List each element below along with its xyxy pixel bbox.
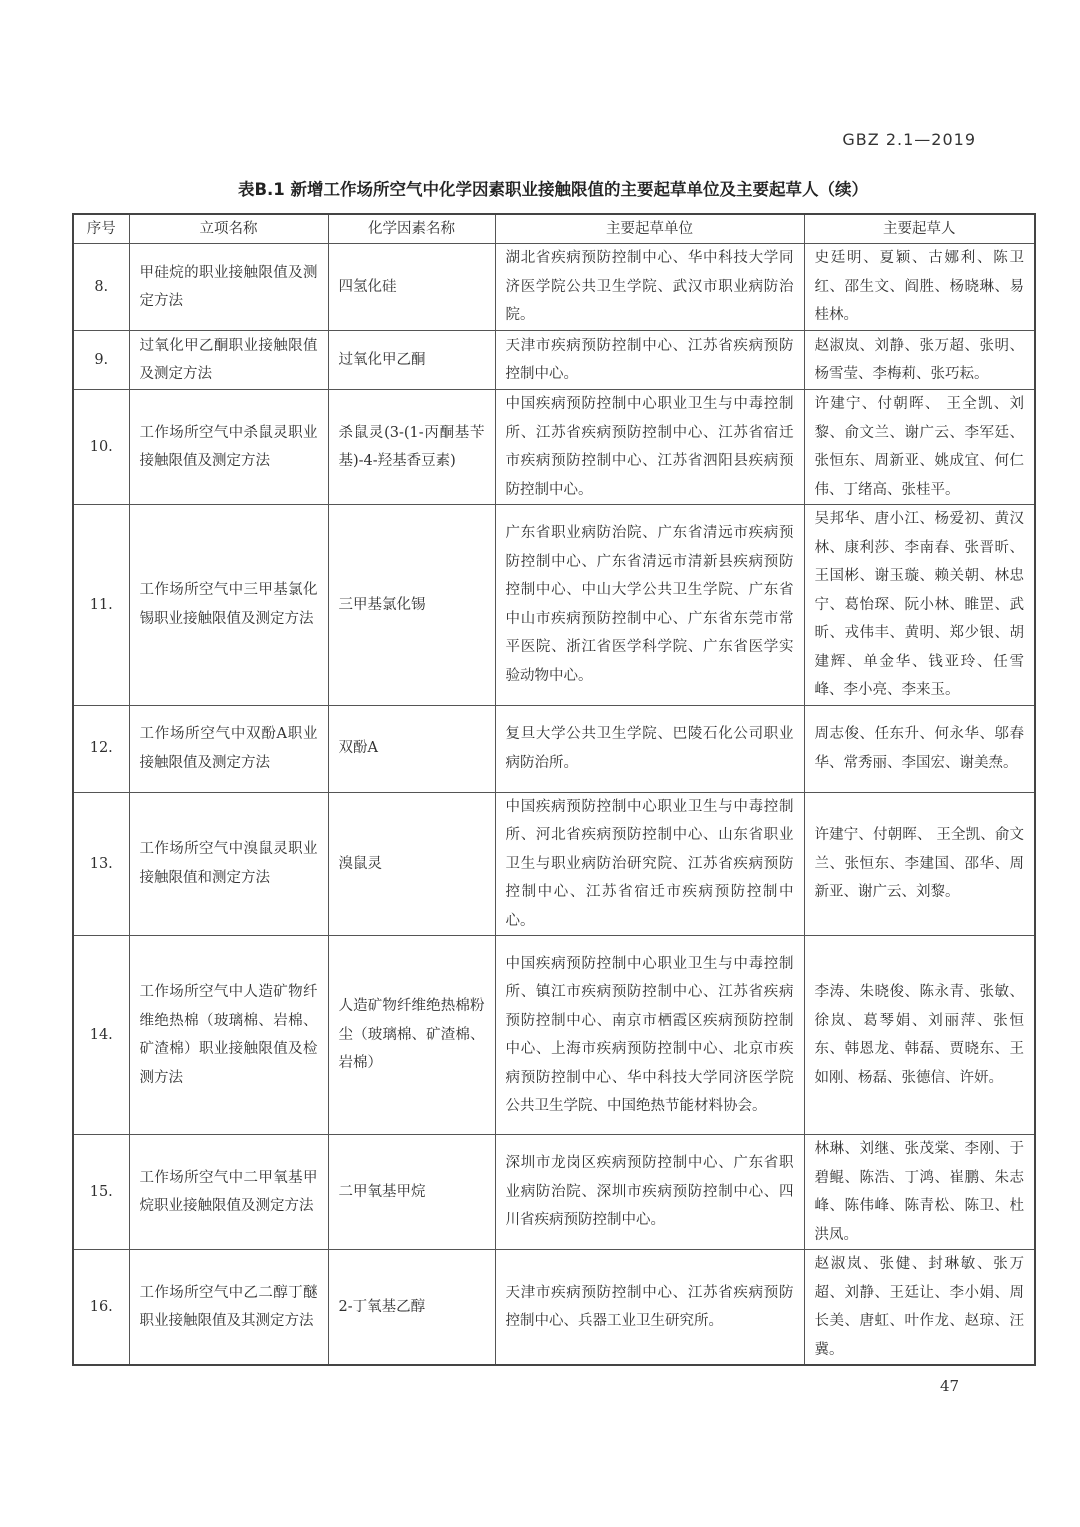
cell-no: 10. <box>73 390 129 505</box>
cell-drafters: 赵淑岚、张健、封琳敏、张万超、刘静、王廷让、李小娟、周长美、唐虹、叶作龙、赵琼、汪冀。 <box>804 1250 1035 1366</box>
table-row <box>73 390 1035 505</box>
cell-units: 深圳市龙岗区疾病预防控制中心、广东省职业病防治院、深圳市疾病预防控制中心、四川省疾病预防控制中心。 <box>495 1135 804 1250</box>
table-row <box>73 936 1035 1135</box>
cell-project: 工作场所空气中双酚A职业接触限值及测定方法 <box>129 705 328 792</box>
col-header-no: 序号 <box>73 214 129 244</box>
table-row <box>73 505 1035 706</box>
cell-drafters: 赵淑岚、刘静、张万超、张明、杨雪莹、李梅莉、张巧耘。 <box>804 331 1035 390</box>
cell-no: 11. <box>73 505 129 706</box>
cell-project: 工作场所空气中人造矿物纤维绝热棉（玻璃棉、岩棉、矿渣棉）职业接触限值及检测方法 <box>129 936 328 1135</box>
cell-factor: 人造矿物纤维绝热棉粉尘（玻璃棉、矿渣棉、岩棉） <box>328 936 495 1135</box>
table-row <box>73 331 1035 390</box>
cell-no: 15. <box>73 1135 129 1250</box>
cell-factor: 三甲基氯化锡 <box>328 505 495 706</box>
drafters-table <box>72 213 1036 1366</box>
cell-units: 广东省职业病防治院、广东省清远市疾病预防控制中心、广东省清远市清新县疾病预防控制中心、中山大学公共卫生学院、广东省中山市疾病预防控制中心、广东省东莞市常平医院、浙江省医学科学院、广东省医学实验动物中心。 <box>495 505 804 706</box>
cell-units: 中国疾病预防控制中心职业卫生与中毒控制所、江苏省疾病预防控制中心、江苏省宿迁市疾病预防控制中心、江苏省泗阳县疾病预防控制中心。 <box>495 390 804 505</box>
table-row <box>73 1250 1035 1366</box>
cell-factor: 四氢化硅 <box>328 244 495 331</box>
cell-factor: 2-丁氧基乙醇 <box>328 1250 495 1366</box>
cell-drafters: 史廷明、夏颖、古娜利、陈卫红、邵生文、阎胜、杨晓琳、易桂林。 <box>804 244 1035 331</box>
cell-no: 9. <box>73 331 129 390</box>
cell-project: 工作场所空气中溴鼠灵职业接触限值和测定方法 <box>129 792 328 936</box>
cell-project: 过氧化甲乙酮职业接触限值及测定方法 <box>129 331 328 390</box>
cell-factor: 溴鼠灵 <box>328 792 495 936</box>
col-header-factor: 化学因素名称 <box>328 214 495 244</box>
table-container <box>72 213 1036 1366</box>
cell-units: 中国疾病预防控制中心职业卫生与中毒控制所、镇江市疾病预防控制中心、江苏省疾病预防控制中心、南京市栖霞区疾病预防控制中心、上海市疾病预防控制中心、北京市疾病预防控制中心、华中科技大学同济医学院公共卫生学院、中国绝热节能材料协会。 <box>495 936 804 1135</box>
table-row <box>73 792 1035 936</box>
cell-project: 甲硅烷的职业接触限值及测定方法 <box>129 244 328 331</box>
cell-drafters: 吴邦华、唐小江、杨爱初、黄汉林、康利莎、李南春、张晋昕、王国彬、谢玉璇、赖关朝、林忠宁、葛怡琛、阮小林、睢罡、武昕、戎伟丰、黄明、郑少银、胡建辉、单金华、钱亚玲、任雪峰、李小亮、李来玉。 <box>804 505 1035 706</box>
page-number: 47 <box>940 1377 960 1395</box>
table-row <box>73 244 1035 331</box>
cell-drafters: 许建宁、付朝晖、 王全凯、刘黎、俞文兰、谢广云、李军廷、张恒东、周新亚、姚成宜、何仁伟、丁绪高、张桂平。 <box>804 390 1035 505</box>
table-header-row <box>73 214 1035 244</box>
cell-drafters: 许建宁、付朝晖、 王全凯、俞文兰、张恒东、李建国、邵华、周新亚、谢广云、刘黎。 <box>804 792 1035 936</box>
cell-drafters: 李涛、朱晓俊、陈永青、张敏、徐岚、葛琴娟、刘丽萍、张恒东、韩恩龙、韩磊、贾晓东、王如刚、杨磊、张德信、许妍。 <box>804 936 1035 1135</box>
cell-project: 工作场所空气中乙二醇丁醚职业接触限值及其测定方法 <box>129 1250 328 1366</box>
cell-factor: 杀鼠灵(3-(1-丙酮基苄基)-4-羟基香豆素) <box>328 390 495 505</box>
cell-no: 14. <box>73 936 129 1135</box>
col-header-drafters: 主要起草人 <box>804 214 1035 244</box>
cell-factor: 双酚A <box>328 705 495 792</box>
cell-factor: 二甲氧基甲烷 <box>328 1135 495 1250</box>
col-header-project: 立项名称 <box>129 214 328 244</box>
table-row <box>73 1135 1035 1250</box>
cell-units: 中国疾病预防控制中心职业卫生与中毒控制所、河北省疾病预防控制中心、山东省职业卫生与职业病防治研究院、江苏省疾病预防控制中心、江苏省宿迁市疾病预防控制中心。 <box>495 792 804 936</box>
cell-drafters: 周志俊、任东升、何永华、邬春华、常秀丽、李国宏、谢美焘。 <box>804 705 1035 792</box>
cell-units: 湖北省疾病预防控制中心、华中科技大学同济医学院公共卫生学院、武汉市职业病防治院。 <box>495 244 804 331</box>
cell-units: 天津市疾病预防控制中心、江苏省疾病预防控制中心。 <box>495 331 804 390</box>
cell-no: 12. <box>73 705 129 792</box>
table-title: 表B.1 新增工作场所空气中化学因素职业接触限值的主要起草单位及主要起草人（续） <box>237 180 869 199</box>
col-header-units: 主要起草单位 <box>495 214 804 244</box>
cell-project: 工作场所空气中二甲氧基甲烷职业接触限值及测定方法 <box>129 1135 328 1250</box>
cell-no: 16. <box>73 1250 129 1366</box>
table-row <box>73 705 1035 792</box>
cell-factor: 过氧化甲乙酮 <box>328 331 495 390</box>
cell-units: 复旦大学公共卫生学院、巴陵石化公司职业病防治所。 <box>495 705 804 792</box>
cell-no: 13. <box>73 792 129 936</box>
cell-units: 天津市疾病预防控制中心、江苏省疾病预防控制中心、兵器工业卫生研究所。 <box>495 1250 804 1366</box>
cell-project: 工作场所空气中杀鼠灵职业接触限值及测定方法 <box>129 390 328 505</box>
cell-no: 8. <box>73 244 129 331</box>
cell-drafters: 林琳、刘继、张茂棠、李刚、于碧鲲、陈浩、丁鸿、崔鹏、朱志峰、陈伟峰、陈青松、陈卫、杜洪凤。 <box>804 1135 1035 1250</box>
cell-project: 工作场所空气中三甲基氯化锡职业接触限值及测定方法 <box>129 505 328 706</box>
standard-code: GBZ 2.1—2019 <box>842 130 976 149</box>
